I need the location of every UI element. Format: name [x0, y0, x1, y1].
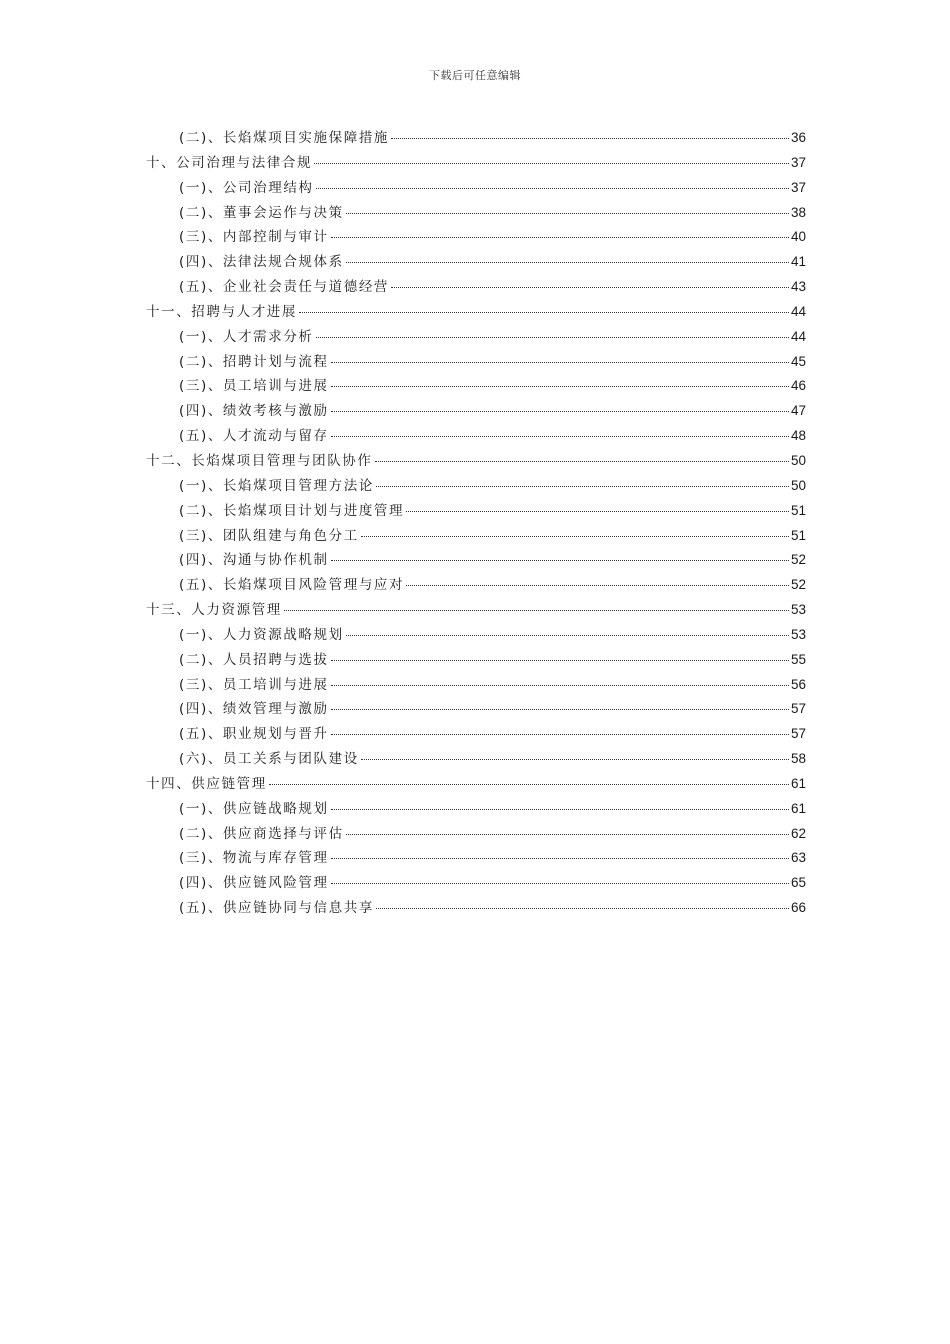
toc-dot-leader [331, 709, 789, 710]
toc-entry-label: 十、公司治理与法律合规 [146, 154, 313, 171]
toc-section-entry[interactable] [146, 648, 806, 673]
toc-entry-label: (四)、绩效管理与激励 [179, 701, 329, 718]
toc-dot-leader [376, 908, 789, 909]
toc-dot-leader [331, 660, 789, 661]
toc-dot-leader [269, 784, 789, 785]
toc-page-number: 61 [790, 800, 806, 816]
toc-section-entry[interactable] [146, 524, 806, 549]
toc-entry-label: (二)、长焰煤项目实施保障措施 [179, 130, 390, 146]
toc-entry-label: (五)、企业社会责任与道德经营 [179, 279, 390, 296]
toc-section-entry[interactable] [146, 350, 806, 375]
toc-page-number: 38 [790, 204, 806, 220]
toc-entry-label: (五)、人才流动与留存 [179, 428, 329, 445]
toc-dot-leader [284, 610, 789, 611]
toc-dot-leader [331, 734, 789, 735]
toc-entry-label: (二)、招聘计划与流程 [179, 353, 329, 370]
toc-entry-label: (四)、绩效考核与激励 [179, 403, 329, 420]
toc-section-entry[interactable] [146, 846, 806, 871]
toc-entry-label: (一)、人力资源战略规划 [179, 626, 344, 643]
toc-entry-label: (三)、物流与库存管理 [179, 850, 329, 867]
toc-chapter-entry[interactable] [146, 772, 806, 797]
toc-entry-label: (三)、员工培训与进展 [179, 676, 329, 693]
toc-page-number: 58 [790, 751, 806, 767]
toc-page-number: 37 [790, 154, 806, 170]
toc-entry-label: (四)、法律法规合规体系 [179, 254, 344, 271]
toc-section-entry[interactable] [146, 424, 806, 449]
toc-dot-leader [316, 188, 789, 189]
toc-entry-label: (三)、内部控制与审计 [179, 229, 329, 246]
toc-entry-label: 十三、人力资源管理 [146, 602, 282, 619]
toc-dot-leader [361, 759, 789, 760]
page-header: 下载后可任意编辑 [429, 69, 521, 82]
toc-page-number: 40 [790, 229, 806, 245]
toc-section-entry[interactable] [146, 797, 806, 822]
toc-section-entry[interactable] [146, 673, 806, 698]
toc-page-number: 50 [790, 477, 806, 493]
toc-page-number: 53 [790, 626, 806, 642]
toc-page-number: 65 [790, 875, 806, 891]
toc-dot-leader [361, 536, 789, 537]
toc-section-entry[interactable] [146, 896, 806, 921]
toc-dot-leader [391, 138, 789, 139]
toc-section-entry[interactable] [146, 822, 806, 847]
toc-dot-leader [375, 461, 789, 462]
toc-dot-leader [346, 834, 789, 835]
toc-entry-label: (二)、董事会运作与决策 [179, 204, 344, 221]
toc-dot-leader [406, 511, 789, 512]
toc-entry-label: (二)、长焰煤项目计划与进度管理 [179, 502, 405, 519]
toc-dot-leader [331, 560, 789, 561]
toc-chapter-entry[interactable] [146, 151, 806, 176]
toc-entry-label: 十二、长焰煤项目管理与团队协作 [146, 452, 373, 469]
toc-dot-leader [314, 163, 789, 164]
toc-section-entry[interactable] [146, 499, 806, 524]
toc-dot-leader [316, 337, 789, 338]
toc-section-entry[interactable] [146, 548, 806, 573]
toc-page-number: 44 [790, 328, 806, 344]
toc-entry-label: (五)、长焰煤项目风险管理与应对 [179, 577, 405, 594]
toc-dot-leader [391, 287, 789, 288]
toc-page-number: 36 [790, 130, 806, 145]
toc-page-number: 63 [790, 850, 806, 866]
toc-page-number: 57 [790, 726, 806, 742]
toc-dot-leader [299, 312, 789, 313]
toc-entry-label: (一)、供应链战略规划 [179, 800, 329, 817]
toc-dot-leader [346, 213, 789, 214]
toc-dot-leader [331, 237, 789, 238]
toc-section-entry[interactable] [146, 225, 806, 250]
toc-page-number: 53 [790, 602, 806, 618]
toc-section-entry[interactable] [146, 747, 806, 772]
toc-entry-label: (五)、职业规划与晋升 [179, 726, 329, 743]
toc-page-number: 52 [790, 552, 806, 568]
toc-entry-label: (二)、供应商选择与评估 [179, 825, 344, 842]
toc-dot-leader [376, 486, 789, 487]
toc-dot-leader [331, 362, 789, 363]
toc-section-entry[interactable] [146, 474, 806, 499]
toc-dot-leader [331, 858, 789, 859]
toc-chapter-entry[interactable] [146, 449, 806, 474]
toc-section-entry[interactable] [146, 275, 806, 300]
toc-dot-leader [346, 635, 789, 636]
toc-section-entry[interactable] [146, 399, 806, 424]
toc-entry-label: (四)、供应链风险管理 [179, 875, 329, 892]
toc-entry-label: (四)、沟通与协作机制 [179, 552, 329, 569]
toc-section-entry[interactable] [146, 201, 806, 226]
toc-section-entry[interactable] [146, 325, 806, 350]
toc-section-entry[interactable] [146, 176, 806, 201]
toc-section-entry[interactable] [146, 374, 806, 399]
toc-entry-label: (三)、团队组建与角色分工 [179, 527, 359, 544]
toc-page-number: 45 [790, 353, 806, 369]
toc-page-number: 43 [790, 279, 806, 295]
toc-chapter-entry[interactable] [146, 598, 806, 623]
toc-page-number: 41 [790, 254, 806, 270]
toc-page-number: 51 [790, 527, 806, 543]
toc-dot-leader [331, 809, 789, 810]
toc-dot-leader [406, 585, 789, 586]
toc-page-number: 37 [790, 179, 806, 195]
toc-entry-label: (二)、人员招聘与选拔 [179, 651, 329, 668]
toc-section-entry[interactable] [146, 573, 806, 598]
toc-section-entry[interactable] [146, 250, 806, 275]
toc-entry-label: (一)、公司治理结构 [179, 179, 314, 196]
toc-page-number: 52 [790, 577, 806, 593]
toc-dot-leader [331, 386, 789, 387]
toc-entry-label: (一)、人才需求分析 [179, 328, 314, 345]
toc-dot-leader [331, 411, 789, 412]
toc-page-number: 62 [790, 825, 806, 841]
toc-entry-label: (六)、员工关系与团队建设 [179, 751, 359, 768]
toc-dot-leader [331, 436, 789, 437]
toc-page-number: 47 [790, 403, 806, 419]
toc-entry-label: (三)、员工培训与进展 [179, 378, 329, 395]
table-of-contents [146, 126, 806, 921]
toc-section-entry[interactable] [146, 871, 806, 896]
toc-entry-label: 十一、招聘与人才进展 [146, 303, 297, 320]
toc-entry-label: (五)、供应链协同与信息共享 [179, 900, 374, 917]
toc-page-number: 51 [790, 502, 806, 518]
toc-page-number: 57 [790, 701, 806, 717]
toc-section-entry[interactable] [146, 623, 806, 648]
toc-entry-label: (一)、长焰煤项目管理方法论 [179, 477, 374, 494]
toc-section-entry[interactable] [146, 697, 806, 722]
toc-dot-leader [331, 685, 789, 686]
toc-dot-leader [331, 883, 789, 884]
toc-dot-leader [346, 262, 789, 263]
toc-page-number: 66 [790, 900, 806, 916]
toc-page-number: 56 [790, 676, 806, 692]
toc-page-number: 46 [790, 378, 806, 394]
toc-chapter-entry[interactable] [146, 300, 806, 325]
toc-entry-label: 十四、供应链管理 [146, 775, 267, 792]
toc-page-number: 48 [790, 428, 806, 444]
toc-section-entry[interactable] [146, 722, 806, 747]
toc-page-number: 55 [790, 651, 806, 667]
toc-page-number: 50 [790, 452, 806, 468]
toc-section-entry[interactable] [146, 126, 806, 151]
toc-page-number: 61 [790, 775, 806, 791]
toc-page-number: 44 [790, 303, 806, 319]
